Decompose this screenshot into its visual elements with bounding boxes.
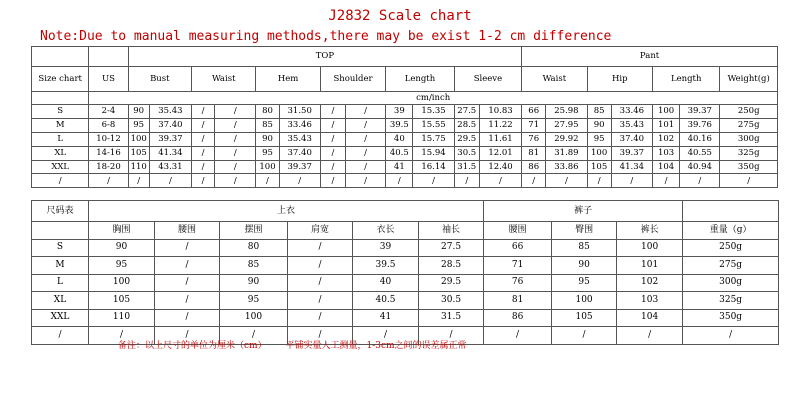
unit-label: cm/inch [89, 92, 778, 105]
table-cell: 95 [552, 274, 617, 292]
table-cell: / [484, 327, 552, 345]
table-cell: 28.5 [454, 118, 479, 132]
table-cell: 15.35 [413, 105, 454, 119]
table-cell: / [479, 174, 521, 188]
table-cell: 39 [353, 239, 419, 257]
header-blank [89, 47, 128, 67]
table-cell: / [320, 105, 345, 119]
table-row [32, 274, 779, 292]
table-cell: 15.94 [413, 146, 454, 160]
header-blank [32, 222, 89, 240]
table-cell: / [89, 327, 155, 345]
table-cell: 86 [522, 160, 546, 174]
col-hem: Hem [256, 67, 320, 92]
table-cell: 350g [683, 309, 779, 327]
table-cell: 103 [617, 292, 683, 310]
table-cell: 71 [522, 118, 546, 132]
table-header-groups [32, 201, 779, 222]
table-row [32, 146, 778, 160]
table-cell: 66 [484, 239, 552, 257]
table-cell: 11.61 [479, 132, 521, 146]
table-cell: / [345, 132, 385, 146]
col-size-chart-cn: 尺码表 [32, 201, 89, 222]
table-cell: / [683, 327, 779, 345]
table-cell: 40.94 [680, 160, 720, 174]
table-cell: / [413, 174, 454, 188]
table-cell: / [386, 174, 413, 188]
table-cell: / [155, 274, 220, 292]
table-cell: 90 [587, 118, 611, 132]
remark-note [118, 338, 483, 351]
table-cell: 30.5 [454, 146, 479, 160]
col-sleeve: Sleeve [454, 67, 521, 92]
col-waist: Waist [192, 67, 256, 92]
col-us: US [89, 67, 128, 92]
table-cell: 29.5 [454, 132, 479, 146]
size-cell: S [32, 105, 89, 119]
table-cell: 39 [386, 105, 413, 119]
table-cell: 90 [552, 257, 617, 275]
header-blank [683, 201, 779, 222]
table-cell: 95 [256, 146, 279, 160]
table-cell: / [215, 105, 256, 119]
table-cell: / [288, 292, 353, 310]
table-cell: / [192, 146, 215, 160]
table-cell: 95 [220, 292, 288, 310]
table-cell: 100 [220, 309, 288, 327]
table-cell: / [128, 174, 149, 188]
table-cell: 40.16 [680, 132, 720, 146]
table-cell: 27.5 [454, 105, 479, 119]
table-cell: 250g [683, 239, 779, 257]
table-cell: / [320, 174, 345, 188]
table-cell: 76 [522, 132, 546, 146]
table-cell: / [587, 174, 611, 188]
table-cell: 16.14 [413, 160, 454, 174]
table-cell: / [192, 118, 215, 132]
header-blank [32, 92, 89, 105]
table-row [32, 118, 778, 132]
size-cell: L [32, 132, 89, 146]
table-cell: 33.46 [611, 105, 652, 119]
table-cell: / [192, 174, 215, 188]
col-waist-cn: 腰围 [155, 222, 220, 240]
table-cell: 39.37 [611, 146, 652, 160]
table-cell: 80 [220, 239, 288, 257]
table-row [32, 132, 778, 146]
col-sleeve-cn: 袖长 [419, 222, 484, 240]
size-cell: XL [32, 292, 89, 310]
table-cell: 95 [128, 118, 149, 132]
header-blank [32, 47, 89, 67]
table-cell: / [279, 174, 320, 188]
table-cell: 40 [353, 274, 419, 292]
table-cell: 29.92 [546, 132, 587, 146]
table-cell: 25.98 [546, 105, 587, 119]
col-pant-waist-cn: 腰围 [484, 222, 552, 240]
col-hip-cn: 臀围 [552, 222, 617, 240]
table-cell: 31.5 [419, 309, 484, 327]
table-cell: / [288, 274, 353, 292]
col-weight: Weight(g) [720, 67, 778, 92]
table-cell: / [215, 160, 256, 174]
table-cell: 85 [587, 105, 611, 119]
table-cell: 33.46 [279, 118, 320, 132]
table-cell: 18-20 [89, 160, 128, 174]
table-cell: 90 [128, 105, 149, 119]
col-pant-length-cn: 裤长 [617, 222, 683, 240]
group-top-header: TOP [128, 47, 522, 67]
table-cell: 12.40 [479, 160, 521, 174]
table-cell: / [215, 118, 256, 132]
table-cell: 10-12 [89, 132, 128, 146]
table-cell: 105 [587, 160, 611, 174]
table-cell: 37.40 [149, 118, 191, 132]
table-cell: / [155, 327, 220, 345]
table-cell: / [546, 174, 587, 188]
table-cell: 35.43 [149, 105, 191, 119]
remark-unit: 备注：以上尺寸的单位为厘米（cm） [118, 341, 267, 351]
group-top-header-cn: 上衣 [89, 201, 484, 222]
table-cell: 250g [720, 105, 778, 119]
table-cell: / [155, 292, 220, 310]
chart-title: J2832 Scale chart [328, 8, 472, 24]
table-cell: / [288, 239, 353, 257]
table-cell: 104 [617, 309, 683, 327]
table-cell: 85 [256, 118, 279, 132]
table-cell: 81 [522, 146, 546, 160]
table-cell: 41.34 [149, 146, 191, 160]
size-cell: XL [32, 146, 89, 160]
table-row [32, 292, 779, 310]
table-row [32, 239, 779, 257]
table-cell: / [552, 327, 617, 345]
table-header-columns [32, 222, 779, 240]
table-cell: / [192, 160, 215, 174]
table-row [32, 105, 778, 119]
size-cell: XXL [32, 309, 89, 327]
table-cell: / [89, 174, 128, 188]
table-row [32, 257, 779, 275]
table-cell: / [215, 132, 256, 146]
table-cell: 27.95 [546, 118, 587, 132]
col-shoulder: Shoulder [320, 67, 385, 92]
table-cell: 39.37 [680, 105, 720, 119]
table-cell: 37.40 [611, 132, 652, 146]
table-cell: / [454, 174, 479, 188]
table-cell: / [680, 174, 720, 188]
table-cell: 28.5 [419, 257, 484, 275]
table-cell: 15.55 [413, 118, 454, 132]
table-cell: / [345, 118, 385, 132]
chinese-size-table [31, 200, 779, 345]
table-cell: 300g [720, 132, 778, 146]
table-cell: / [155, 239, 220, 257]
table-cell: / [288, 327, 353, 345]
measurement-note: Note:Due to manual measuring methods,there may be exist 1-2 cm difference [40, 29, 612, 44]
table-cell: 40.5 [353, 292, 419, 310]
table-cell: / [320, 118, 345, 132]
table-cell: / [345, 105, 385, 119]
table-cell: 31.50 [279, 105, 320, 119]
table-cell: / [345, 174, 385, 188]
table-cell: 12.01 [479, 146, 521, 160]
table-cell: 80 [256, 105, 279, 119]
table-cell: 325g [683, 292, 779, 310]
table-cell: 40.5 [386, 146, 413, 160]
table-cell: 102 [652, 132, 679, 146]
table-cell: 104 [652, 160, 679, 174]
table-header-columns [32, 67, 778, 92]
table-cell: 41.34 [611, 160, 652, 174]
table-cell: / [155, 257, 220, 275]
table-cell: 85 [552, 239, 617, 257]
table-cell: / [353, 327, 419, 345]
table-cell: 35.43 [611, 118, 652, 132]
unit-row [32, 92, 778, 105]
table-cell: 14-16 [89, 146, 128, 160]
table-cell: 39.37 [149, 132, 191, 146]
table-cell: / [419, 327, 484, 345]
col-bust-cn: 胸围 [89, 222, 155, 240]
size-cell: M [32, 118, 89, 132]
table-cell: 110 [128, 160, 149, 174]
size-cell: / [32, 327, 89, 345]
group-pant-header-cn: 裤子 [484, 201, 683, 222]
table-cell: 100 [89, 274, 155, 292]
table-cell: 95 [89, 257, 155, 275]
table-cell: 71 [484, 257, 552, 275]
table-cell: 300g [683, 274, 779, 292]
table-cell: 90 [89, 239, 155, 257]
table-cell: 37.40 [279, 146, 320, 160]
table-cell: 101 [652, 118, 679, 132]
table-cell: 103 [652, 146, 679, 160]
table-cell: 105 [552, 309, 617, 327]
table-cell: / [522, 174, 546, 188]
table-cell: 39.76 [680, 118, 720, 132]
table-cell: 105 [128, 146, 149, 160]
table-cell: 6-8 [89, 118, 128, 132]
table-cell: 2-4 [89, 105, 128, 119]
table-cell: / [720, 174, 778, 188]
table-cell: 100 [552, 292, 617, 310]
size-cell: XXL [32, 160, 89, 174]
table-cell: / [320, 160, 345, 174]
table-cell: 100 [256, 160, 279, 174]
size-cell: S [32, 239, 89, 257]
table-cell: 100 [617, 239, 683, 257]
table-cell: 11.22 [479, 118, 521, 132]
table-cell: / [215, 146, 256, 160]
table-row [32, 160, 778, 174]
table-cell: / [652, 174, 679, 188]
size-cell: M [32, 257, 89, 275]
col-size-chart: Size chart [32, 67, 89, 92]
table-cell: 30.5 [419, 292, 484, 310]
col-hem-cn: 摆围 [220, 222, 288, 240]
table-cell: 90 [220, 274, 288, 292]
table-cell: 102 [617, 274, 683, 292]
group-pant-header: Pant [522, 47, 778, 67]
table-cell: / [320, 132, 345, 146]
table-cell: 325g [720, 146, 778, 160]
table-cell: / [611, 174, 652, 188]
table-cell: 29.5 [419, 274, 484, 292]
table-cell: 31.89 [546, 146, 587, 160]
table-cell: 350g [720, 160, 778, 174]
table-header-groups [32, 47, 778, 67]
table-cell: / [617, 327, 683, 345]
size-cell: L [32, 274, 89, 292]
table-cell: / [320, 146, 345, 160]
table-cell: / [215, 174, 256, 188]
table-cell: 27.5 [419, 239, 484, 257]
col-weight-cn: 重量（g） [683, 222, 779, 240]
table-cell: 31.5 [454, 160, 479, 174]
table-cell: 39.5 [386, 118, 413, 132]
table-cell: 100 [128, 132, 149, 146]
table-cell: / [256, 174, 279, 188]
table-cell: 66 [522, 105, 546, 119]
table-row [32, 174, 778, 188]
table-cell: 43.31 [149, 160, 191, 174]
table-cell: 15.75 [413, 132, 454, 146]
table-cell: 10.83 [479, 105, 521, 119]
table-cell: / [155, 309, 220, 327]
table-cell: 33.86 [546, 160, 587, 174]
table-cell: / [288, 257, 353, 275]
table-cell: 39.5 [353, 257, 419, 275]
table-cell: 41 [386, 160, 413, 174]
english-size-table [31, 46, 778, 188]
table-cell: 100 [652, 105, 679, 119]
table-cell: / [192, 132, 215, 146]
table-cell: 40 [386, 132, 413, 146]
table-cell: 95 [587, 132, 611, 146]
table-cell: 275g [683, 257, 779, 275]
table-cell: / [288, 309, 353, 327]
table-cell: 86 [484, 309, 552, 327]
col-length: Length [386, 67, 454, 92]
col-pant-length: Length [652, 67, 719, 92]
table-cell: 76 [484, 274, 552, 292]
table-cell: 41 [353, 309, 419, 327]
table-cell: 110 [89, 309, 155, 327]
size-cell: / [32, 174, 89, 188]
table-cell: / [149, 174, 191, 188]
col-bust: Bust [128, 67, 191, 92]
table-cell: 39.37 [279, 160, 320, 174]
table-cell: / [192, 105, 215, 119]
col-shoulder-cn: 肩宽 [288, 222, 353, 240]
table-cell: 40.55 [680, 146, 720, 160]
table-cell: 100 [587, 146, 611, 160]
table-cell: / [345, 146, 385, 160]
table-cell: 275g [720, 118, 778, 132]
table-cell: / [220, 327, 288, 345]
col-length-cn: 衣长 [353, 222, 419, 240]
table-cell: 81 [484, 292, 552, 310]
col-hip: Hip [587, 67, 652, 92]
table-row [32, 309, 779, 327]
table-cell: / [345, 160, 385, 174]
table-cell: 101 [617, 257, 683, 275]
col-pant-waist: Waist [522, 67, 587, 92]
table-cell: 105 [89, 292, 155, 310]
table-cell: 85 [220, 257, 288, 275]
remark-tolerance: 平铺实量人工测量，1-3cm之间的误差属正常 [285, 341, 467, 351]
table-cell: 35.43 [279, 132, 320, 146]
table-cell: 90 [256, 132, 279, 146]
